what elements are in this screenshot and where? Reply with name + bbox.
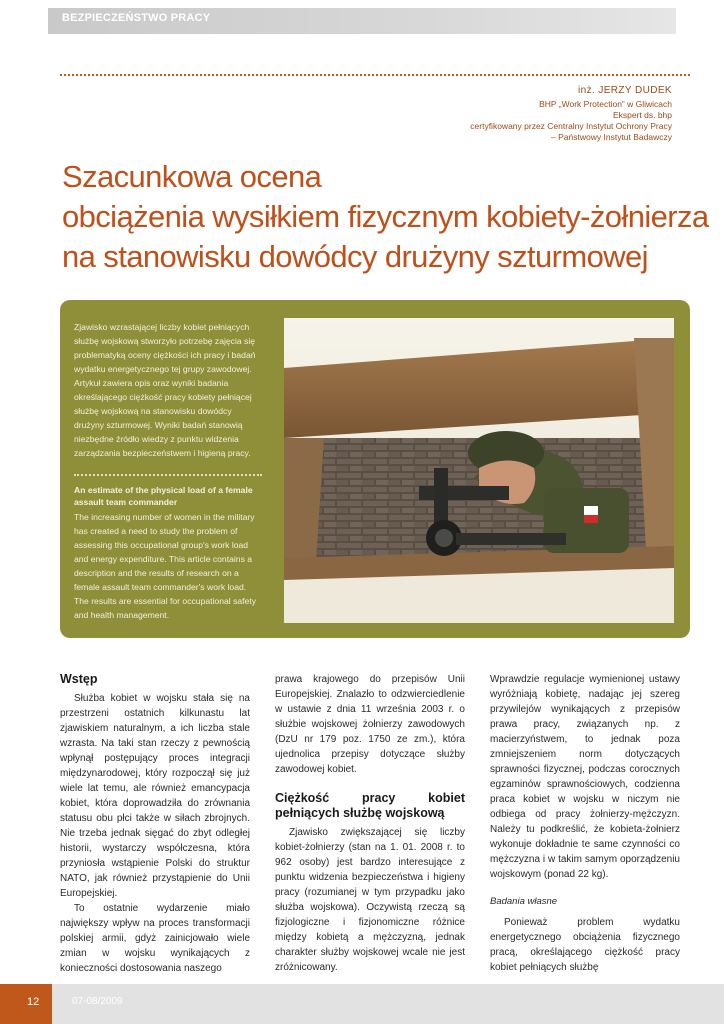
top-dotted-rule [60, 74, 690, 76]
paragraph: Ponieważ problem wydatku energetycznego obciążenia fizycznego pracą, określającego ciężkość pracy kobiet pełniących służbę [490, 917, 680, 973]
section-header-bar [48, 8, 676, 34]
body-column-1 [60, 672, 250, 976]
article-title [62, 157, 709, 277]
paragraph: To ostatnie wydarzenie miało największy wpływ na proces transformacji polskiej armii, gdyż zainicjowało wiele zmian w wojsku wynikających z konieczności dostosowania naszego [60, 903, 250, 974]
title-line: na stanowisku dowódcy drużyny szturmowej [62, 239, 648, 274]
page-number: 12 [27, 996, 40, 1008]
author-affiliation-line: Ekspert ds. bhp [612, 110, 672, 120]
page-footer [0, 984, 724, 1024]
heading-intro: Wstęp [60, 672, 98, 686]
paragraph: prawa krajowego do przepisów Unii Europejskiej. Znalazło to odzwierciedlenie w ustawie z dnia 11 września 2003 r. o służbie wojskowej żołnierzy zawodowych (DzU nr 179 poz. 1750 ze zm.), która ujednolica przepisy dotyczące służby zawodowej kobiet. [275, 674, 465, 775]
abstract-english: The increasing number of women in the military has created a need to study the problem of assessing this occupational group's work load and energy expenditure. This article contains a description and the results of research on a female assault team commander's work load. The results are essential for occupational safety and health management. [74, 512, 256, 620]
body-column-3 [490, 672, 680, 975]
subheading-own-research: Badania własne [490, 896, 558, 907]
issue-label: 07-08/2009 [72, 996, 123, 1007]
title-line: Szacunkowa ocena [62, 159, 322, 194]
paragraph: Wprawdzie regulacje wymienionej ustawy wyróżniają kobietę, nadając jej szereg przywilejów wynikających z przepisów prawa pracy, związanych np. z macierzyństwem, to jednak poza zmniejszeniem norm dotyczących sprawności fizycznej, podczas corocznych egzaminów sprawnościowych, codzienna praca kobiet w wojsku w niczym nie odbiega od pracy żołnierzy-mężczyzn. Należy tu podkreślić, że kobieta-żołnierz wykonuje dokładnie te same czynności co mężczyzna i w takim samym oporządzeniu wojskowym (ponad 22 kg). [490, 674, 680, 880]
heading-workload: Ciężkość pracy kobiet pełniących służbę wojskową [275, 791, 465, 820]
section-label: BEZPIECZEŃSTWO PRACY [62, 12, 211, 24]
paragraph: Zjawisko zwiększającej się liczby kobiet-żołnierzy (stan na 1. 01. 2008 r. to 962 osoby) jest bardzo interesujące z punktu widzenia bezpieczeństwa i higieny pracy (rozumianej w tym przypadku jako służba wojskowa). Oczywistą rzeczą są fizjologiczne i fizjonomiczne różnice między kobietą a mężczyzną, jednak charakter służby wojskowej wcale nie jest zróżnicowany. [275, 827, 465, 973]
title-line: obciążenia wysiłkiem fizycznym kobiety-żołnierza [62, 199, 709, 234]
soldier-photo [284, 318, 674, 623]
author-affiliation-line: – Państwowy Instytut Badawczy [551, 132, 672, 142]
page-number-box [0, 984, 52, 1024]
author-affiliation-line: certyfikowany przez Centralny Instytut Ochrony Pracy [470, 121, 672, 131]
author-name: inż. JERZY DUDEK [577, 85, 672, 96]
paragraph: Służba kobiet w wojsku stała się na przestrzeni ostatnich kilkunastu lat zjawiskiem naturalnym, a ich liczba stale wzrasta. Na taki stan rzeczy z pewnością wpłynął postępujący proces integracji międzynarodowej, który rozpoczął się już wiele lat temu, ale również emancypacja kobiet, która doprowadziła do zrównania statusu obu płci także w siłach zbrojnych. Nie trzeba jednak sięgać do zbyt odległej historii, wystarczy współczesna, która przyniosła wstąpienie Polski do struktur NATO, jak również przystąpienie do Unii Europejskiej. [60, 693, 250, 899]
author-block [470, 85, 672, 143]
author-affiliation-line: BHP „Work Protection” w Gliwicach [539, 99, 672, 109]
abstract-separator [74, 474, 262, 476]
abstract-text [74, 320, 262, 622]
body-column-2 [275, 672, 465, 975]
abstract-english-title: An estimate of the physical load of a female assault team commander [74, 485, 253, 507]
footer-band [52, 984, 724, 1024]
abstract-polish: Zjawisko wzrastającej liczby kobiet pełniących służbę wojskową stworzyło potrzebę zajęcia się problematyką oceny ciężkości ich pracy i badań wydatku energetycznego tej grupy zawodowej. Artykuł zawiera opis oraz wyniki badania określającego ciężkość pracy kobiety pełniącej służbę wojskową na stanowisku dowódcy drużyny szturmowej. Wyniki badań stanowią niezbędne źródło wiedzy z punktu widzenia zarządzania bezpieczeństwem i higieną pracy. [74, 322, 256, 458]
